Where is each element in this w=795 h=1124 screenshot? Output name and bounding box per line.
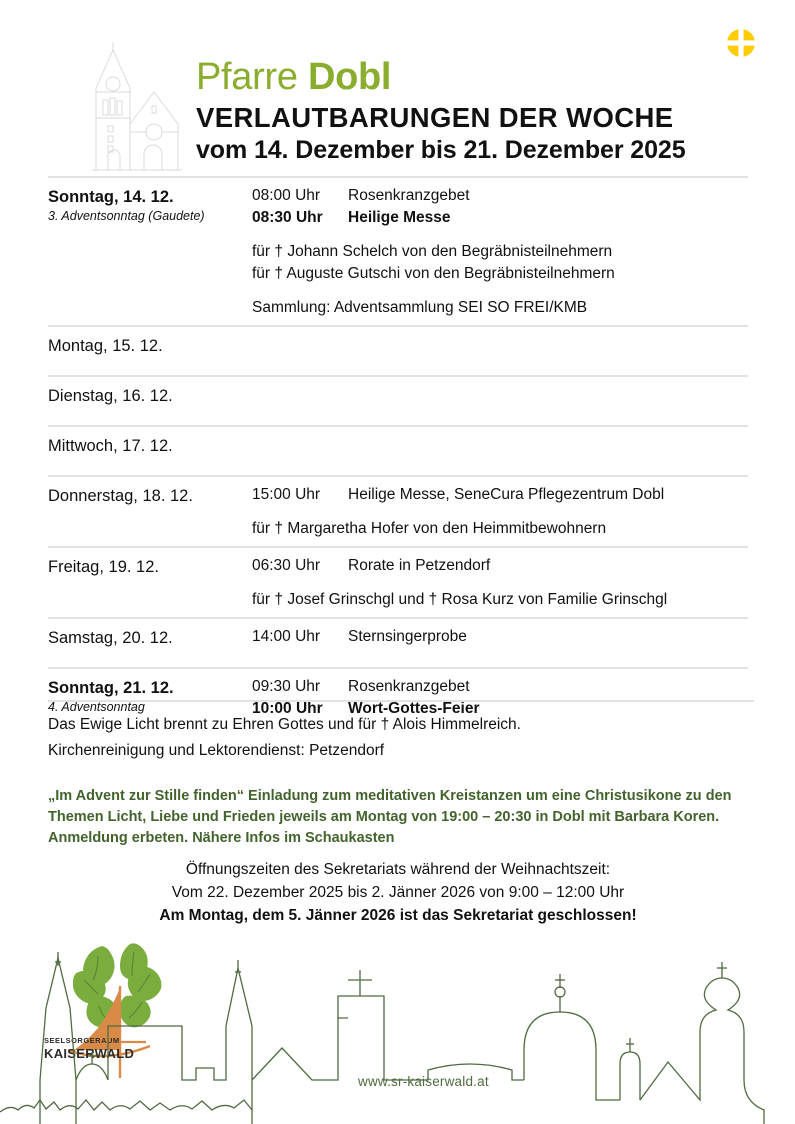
event-note-group: [252, 241, 748, 285]
schedule-day-cell: [48, 433, 252, 469]
event-description: Rorate in Petzendorf: [348, 557, 491, 574]
weekly-heading: VERLAUTBARUNGEN DER WOCHE: [196, 102, 674, 133]
notices-section: [48, 700, 754, 849]
day-name: Donnerstag, 18. 12.: [48, 487, 193, 505]
event-description: Wort-Gottes-Feier: [348, 700, 480, 717]
event-collection-note: Sammlung: Adventsammlung SEI SO FREI/KMB: [252, 299, 588, 316]
title-block: [196, 55, 756, 165]
event-note-group: [252, 518, 748, 540]
event-description: Rosenkranzgebet: [348, 187, 470, 204]
event-time: 15:00 Uhr: [252, 486, 321, 503]
announcement-block: [48, 786, 738, 849]
parish-prefix: Pfarre: [196, 56, 308, 98]
event-note: für † Auguste Gutschi von den Begräbnisteilnehmern: [252, 265, 615, 282]
website-url[interactable]: www.sr-kaiserwald.at: [358, 1074, 489, 1089]
schedule-row: [48, 475, 748, 546]
event-note: für † Josef Grinschgl und † Rosa Kurz von Familie Grinschgl: [252, 591, 668, 608]
announcement-line: „Im Advent zur Stille finden“ Einladung zum meditativen Kreistanzen um eine Christusikone zu den: [48, 788, 732, 804]
schedule-events-cell: [252, 554, 748, 611]
notice-line: Kirchenreinigung und Lektorendienst: Petzendorf: [48, 742, 385, 759]
schedule-events-cell: [252, 333, 748, 369]
day-name: Dienstag, 16. 12.: [48, 387, 173, 405]
event-description: Heilige Messe: [348, 209, 451, 226]
schedule-row: [48, 375, 748, 425]
office-hours-period: Vom 22. Dezember 2025 bis 2. Jänner 2026 von 9:00 – 12:00 Uhr: [171, 884, 625, 901]
schedule-table: [48, 176, 748, 726]
day-subtitle: 3. Adventsonntag (Gaudete): [48, 209, 205, 223]
day-name: Montag, 15. 12.: [48, 337, 163, 355]
event-line: [252, 484, 748, 506]
day-subtitle: 4. Adventsonntag: [48, 700, 145, 714]
date-range: vom 14. Dezember bis 21. Dezember 2025: [196, 136, 686, 164]
event-time: 10:00 Uhr: [252, 700, 323, 717]
schedule-day-cell: [48, 184, 252, 319]
schedule-events-cell: [252, 383, 748, 419]
event-line: [252, 626, 748, 648]
day-name: Freitag, 19. 12.: [48, 558, 159, 576]
schedule-day-cell: [48, 333, 252, 369]
office-hours-heading: Öffnungszeiten des Sekretariats während der Weihnachtszeit:: [185, 861, 611, 878]
schedule-events-cell: [252, 184, 748, 319]
event-description: Heilige Messe, SeneCura Pflegezentrum Dobl: [348, 486, 665, 503]
schedule-events-cell: [252, 625, 748, 661]
page-header: [0, 0, 795, 172]
announcement-line: Anmeldung erbeten. Nähere Infos im Schaukasten: [48, 830, 395, 846]
schedule-row: [48, 176, 748, 325]
schedule-day-cell: [48, 554, 252, 611]
event-line: [252, 555, 748, 577]
event-note: für † Margaretha Hofer von den Heimmitbewohnern: [252, 520, 607, 537]
schedule-row: [48, 546, 748, 617]
schedule-events-cell: [252, 433, 748, 469]
event-time: 06:30 Uhr: [252, 557, 321, 574]
announcement-line: Themen Licht, Liebe und Frieden jeweils am Montag von 19:00 – 20:30 in Dobl mit Barbara Koren.: [48, 809, 720, 825]
schedule-day-cell: [48, 483, 252, 540]
event-line: [252, 185, 748, 207]
event-line: [252, 676, 748, 698]
notice-line: Das Ewige Licht brennt zu Ehren Gottes und für † Alois Himmelreich.: [48, 716, 521, 733]
event-collection-group: [252, 297, 748, 319]
office-hours-closed-notice: Am Montag, dem 5. Jänner 2026 ist das Sekretariat geschlossen!: [159, 907, 637, 924]
parish-name: Dobl: [307, 56, 392, 98]
schedule-row: [48, 617, 748, 667]
day-name: Sonntag, 21. 12.: [48, 679, 174, 697]
event-line: [252, 207, 748, 229]
day-name: Sonntag, 14. 12.: [48, 188, 174, 206]
office-hours-block: [48, 858, 748, 927]
schedule-day-cell: [48, 383, 252, 419]
event-time: 09:30 Uhr: [252, 678, 321, 695]
church-line-art-icon: [62, 40, 186, 172]
event-description: Rosenkranzgebet: [348, 678, 470, 695]
event-time: 14:00 Uhr: [252, 628, 321, 645]
event-note: für † Johann Schelch von den Begräbnisteilnehmern: [252, 243, 613, 260]
event-time: 08:00 Uhr: [252, 187, 321, 204]
schedule-row: [48, 325, 748, 375]
logo-word-bottom: KAISERWALD: [44, 1045, 135, 1061]
day-name: Samstag, 20. 12.: [48, 629, 173, 647]
schedule-day-cell: [48, 625, 252, 661]
schedule-row: [48, 425, 748, 475]
event-time: 08:30 Uhr: [252, 209, 323, 226]
event-note-group: [252, 589, 748, 611]
logo-word-top: SEELSORGERAUM: [44, 1036, 120, 1045]
event-description: Sternsingerprobe: [348, 628, 467, 645]
day-name: Mittwoch, 17. 12.: [48, 437, 173, 455]
schedule-bottom-rule: [48, 700, 754, 702]
page-footer: [0, 924, 795, 1124]
schedule-events-cell: [252, 483, 748, 540]
church-skyline-outline: [0, 952, 795, 1124]
page-title: [196, 55, 756, 99]
